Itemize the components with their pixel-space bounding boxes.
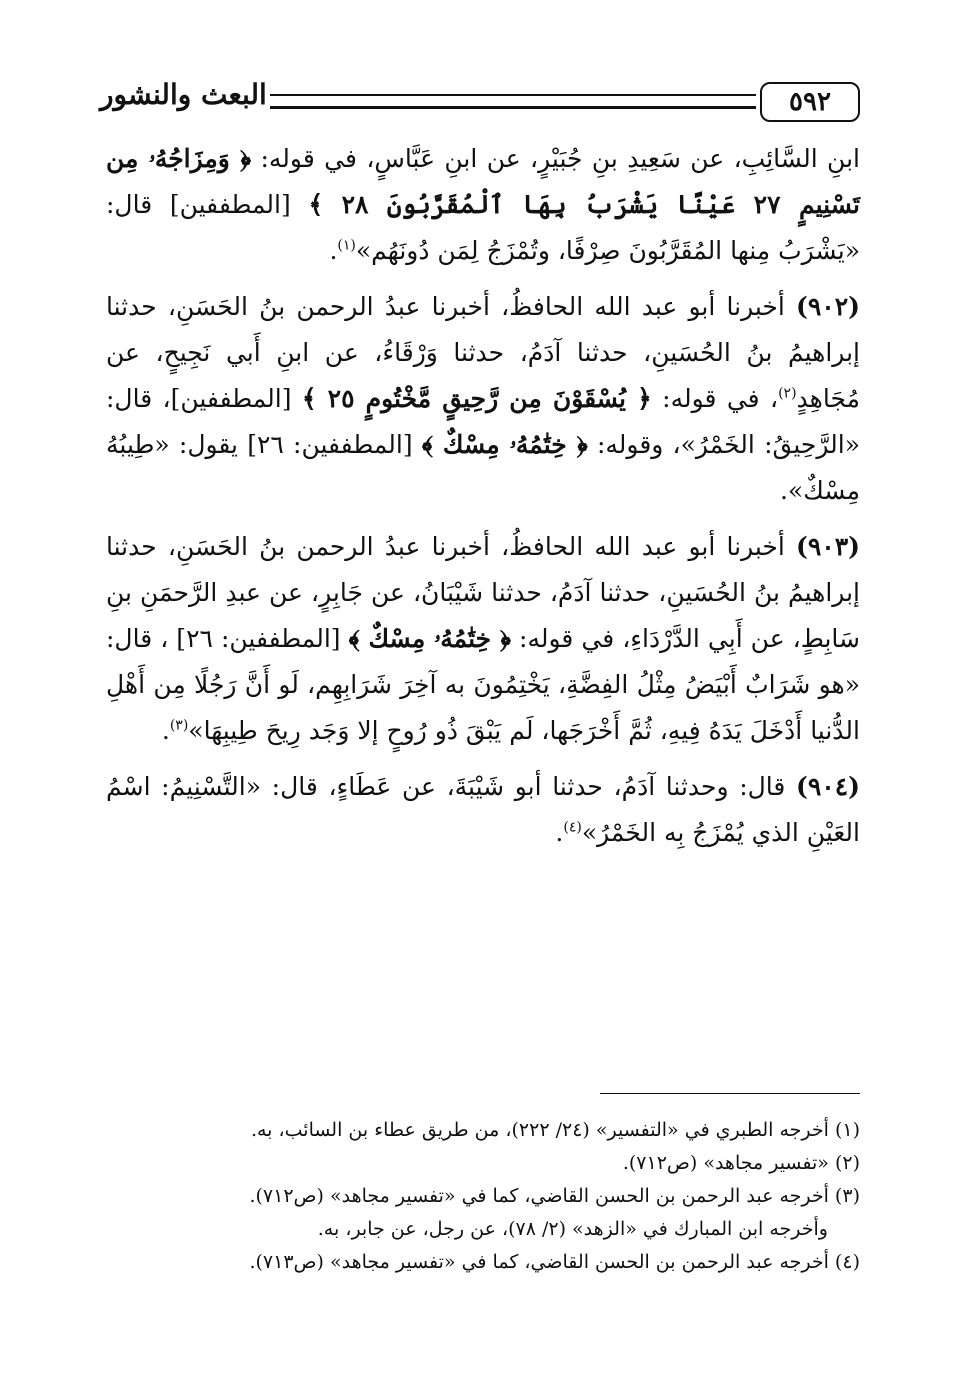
text-run: أخبرنا أبو عبد الله الحافظُ، أخبرنا عبدُ الرحمن بنُ الحَسَنِ، حدثنا إبراهيمُ بنُ الحُسَينِ، حدثنا آدَمُ، حدثنا وَرْقَاءُ، عن ابنِ أَبي نَجِيحٍ، عن مُجَاهِدٍ (106, 292, 860, 413)
footnote-separator (600, 1093, 860, 1094)
footnote-2: (٢) «تفسير مجاهد» (ص٧١٢). (622, 1152, 860, 1174)
quran-quote: ﴿ خِتَٰمُهُۥ مِسْكٌ ﴾ (348, 624, 511, 653)
text-run: [المطففين]، قال: «الرَّحِيقُ: الخَمْرُ»، وقوله: (106, 384, 860, 459)
text-run: ابنِ السَّائِبِ، عن سَعِيدِ بنِ جُبَيْرٍ، عن ابنِ عَبَّاسٍ، في قوله: (251, 144, 860, 173)
text-run: [المطففين] قال: «يَشْرَبُ مِنها المُقَرَّبُونَ صِرْفًا، وتُمْزَجُ لِمَن دُونَهُم» (106, 190, 860, 265)
footnote-4: (٤) أخرجه عبد الرحمن بن الحسن القاضي، كما في «تفسير مجاهد» (ص٧١٣). (249, 1251, 860, 1273)
quran-quote: ﴿ خِتَٰمُهُۥ مِسْكٌ ﴾ (421, 430, 588, 459)
footnote-3: (٣) أخرجه عبد الرحمن بن الحسن القاضي، كما في «تفسير مجاهد» (ص٧١٢). (249, 1185, 860, 1207)
page-number: ٥٩٢ (760, 82, 860, 122)
hadith-902 (106, 284, 860, 514)
text-run: ، في قوله: (651, 384, 779, 413)
quran-quote: ﴿ يُسْقَوْنَ مِن رَّحِيقٍ مَّخْتُومٍ ٢٥ ﴾ (301, 384, 652, 413)
paragraph-continuation (106, 136, 860, 274)
hadith-number: (٩٠٤) (796, 772, 860, 801)
text-run: قال: وحدثنا آدَمُ، حدثنا أبو شَيْبَةَ، عن عَطَاءٍ، قال: «التَّسْنِيمُ: اسْمُ العَيْنِ الذي يُمْزَجُ بِه الخَمْرُ» (106, 772, 860, 847)
footnote-ref-4: (٤) (563, 819, 582, 836)
running-title: البعث والنشور (100, 78, 267, 111)
text-run: [المطففين: ٢٦] يقول: «طِيبُهُ مِسْكٌ». (106, 430, 860, 505)
hadith-903 (106, 524, 860, 754)
quran-quote: ﴿ وَمِزَاجُهُۥ مِن تَسْنِيمٍ ٢٧ عَيْنًا يَشْرَبُ بِهَا ٱلْمُقَرَّبُونَ ٢٨ ﴾ (106, 144, 860, 219)
text-run: . (161, 716, 170, 745)
hadith-number: (٩٠٢) (796, 292, 860, 321)
text-run: أخبرنا أبو عبد الله الحافظُ، أخبرنا عبدُ الرحمن بنُ الحَسَنِ، حدثنا إبراهيمُ بنُ الحُسَينِ، حدثنا آدَمُ، حدثنا شَيْبَانُ، عن جَابِرٍ، عن عبدِ الرَّحمَنِ بنِ سَابِطٍ، عن أَبِي الدَّرْدَاءِ، في قوله: (106, 532, 860, 653)
text-run: . (555, 818, 564, 847)
footnote-1: (١) أخرجه الطبري في «التفسير» (٢٤/ ٢٢٢)، من طريق عطاء بن السائب، به. (250, 1119, 860, 1141)
footnotes (106, 1114, 860, 1279)
main-text (106, 136, 860, 866)
footnote-ref-2: (٢) (778, 385, 797, 402)
hadith-904 (106, 764, 860, 856)
text-run: . (329, 236, 338, 265)
footnote-ref-1: (١) (337, 237, 356, 254)
footnote-ref-3: (٣) (169, 717, 189, 734)
text-run: [المطففين: ٢٦] ، قال: «هو شَرَابٌ أَبْيَضُ مِثْلُ الفِضَّةِ، يَخْتِمُونَ به آخِرَ شَرَابِهِم، لَو أَنَّ رَجُلًا مِن أَهْلِ الدُّنيا أَدْخَلَ يَدَهُ فِيهِ، ثُمَّ أَخْرَجَها، لَم يَبْقَ ذُو رُوحٍ إلا وَجَد رِيحَ طِيبِهَا» (106, 624, 860, 745)
header-rule (270, 94, 756, 109)
footnote-3-continuation: وأخرجه ابن المبارك في «الزهد» (٢/ ٧٨)، عن رجل، عن جابر، به. (317, 1218, 828, 1240)
page-header (100, 78, 860, 126)
hadith-number: (٩٠٣) (796, 532, 860, 561)
